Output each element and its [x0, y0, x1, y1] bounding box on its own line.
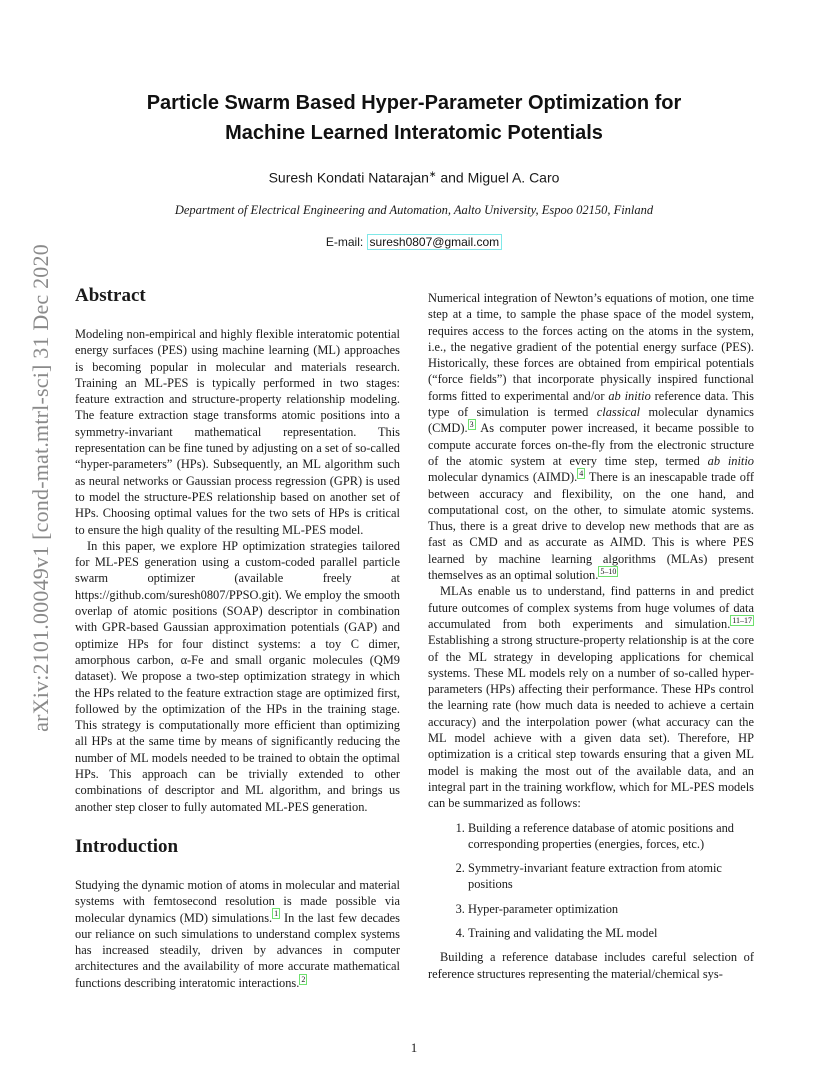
intro-text-a: Studying the dynamic motion of atoms in molecular and material systems with femtosecond resolution is made possible via molecular dynamics (MD) simulations. — [75, 877, 400, 925]
author-1: Suresh Kondati Natarajan — [268, 169, 429, 186]
right-paragraph-3: Building a reference database includes careful selection of reference structures representing the material/chemical sys- — [428, 950, 754, 981]
text-run: There is an inescapable trade off between accuracy and flexibility, on the one hand, and computational cost, on the other, to simulate atomic systems. Thus, there is a great drive to develop new methods that are as fast as CMD and as accurate as AIMD. This is where PES learned by machine learning algorithms (MLAs) present themselves as an optimal solution. — [428, 470, 754, 583]
list-item: 2. Symmetry-invariant feature extraction from atomic positions — [468, 860, 754, 893]
workflow-list — [428, 820, 754, 942]
citation-link[interactable]: 3 — [469, 420, 474, 430]
citation-link[interactable]: 4 — [579, 469, 584, 479]
text-run: molecular dynamics (CMD). — [428, 405, 754, 436]
page-number: 1 — [410, 1040, 418, 1055]
intro-text-b: In the last few decades our reliance on such simulations to understand complex systems has increased steadily, driven by advances in computer architectures and the availability of more accurate mathematical functions describing interatomic interactions. — [75, 910, 400, 990]
arxiv-stamp-text: arXiv:2101.00049v1 [cond-mat.mtrl-sci] 31 Dec 2020 — [28, 244, 53, 732]
italic-term: classical — [596, 405, 641, 420]
citation-link[interactable]: 5–10 — [600, 566, 617, 576]
intro-paragraph-1 — [75, 877, 400, 991]
italic-term: ab initio — [608, 388, 651, 403]
arxiv-stamp — [26, 238, 56, 738]
abstract-paragraph-2: In this paper, we explore HP optimization strategies tailored for ML-PES generation using a custom-coded parallel particle swarm optimizer (available freely at https://github.com/suresh0807/PPSO.git). We employ the smooth overlap of atomic positions (SOAP) descriptor in combination with GPR-based Gaussian approximation potentials (GAP) and optimize HPs for four distinct systems: a toy C dimer, amorphous carbon, α-Fe and small organic molecules (QM9 dataset). We propose a two-step optimization strategy in which the HPs related to the feature extraction stage are optimized first, followed by the optimization of the HPs in the training stage. This strategy is computationally more efficient than optimizing all HPs at the same time by means of significantly reducing the number of ML models needed to be trained to obtain the optimal HPs. This approach can be trivially extended to other combinations of descriptor and ML algorithm, and brings us another step closer to fully automated ML-PES generation. — [75, 538, 400, 814]
paper-title — [90, 88, 738, 148]
email-label: E-mail: — [325, 235, 367, 249]
affiliation: Department of Electrical Engineering and Automation, Aalto University, Espoo 02150, Finland — [174, 203, 654, 217]
text-run: Establishing a strong structure-property relationship is at the core of the ML strategy in developing applications for chemical systems. These ML models rely on a number of so-called hyper-parameters (HPs) affecting their performance. These HPs control the learning rate (how much data is needed to achieve a certain accuracy) and the interpolation power (what accuracy can the ML model achieve with a given data set). Therefore, HP optimization is a critical step towards ensuring that a given ML model is making the most out of the available data, and an integral part in the training workflow, which for ML-PES models can be summarized as follows: — [428, 633, 754, 811]
list-item: 1. Building a reference database of atomic positions and corresponding properties (energies, forces, etc.) — [468, 820, 754, 853]
email-link[interactable]: suresh0807@gmail.com — [367, 234, 503, 250]
text-run: As computer power increased, it became possible to compute accurate forces on-the-fly from the electronic structure of the atomic system at every time step, termed — [428, 421, 754, 468]
citation-link[interactable]: 11–17 — [732, 615, 752, 625]
text-run: MLAs enable us to understand, find patterns in and predict future outcomes of complex systems from huge volumes of data accumulated from both experiments and simulation. — [428, 584, 754, 631]
text-run: Numerical integration of Newton’s equations of motion, one time step at a time, to sample the phase space of the model system, requires access to the forces acting on the atoms in the system, i.e., the negative gradient of the potential energy surface (PES). Historically, these forces are obtained from empirical potentials (“force fields”) that incorporate physically inspired functional forms fitted to experimental and/or — [428, 291, 754, 403]
citation-link[interactable]: 2 — [301, 974, 306, 984]
title-line-2: Machine Learned Interatomic Potentials — [225, 122, 603, 144]
author-2: and Miguel A. Caro — [436, 169, 560, 186]
email-line — [90, 235, 738, 249]
right-paragraph-1 — [428, 290, 754, 583]
title-line-1: Particle Swarm Based Hyper-Parameter Optimization for — [146, 92, 682, 114]
list-item: 4. Training and validating the ML model — [468, 925, 754, 941]
text-run: molecular dynamics (AIMD). — [428, 470, 578, 485]
abstract-heading: Abstract — [75, 285, 146, 306]
introduction-heading: Introduction — [75, 835, 179, 857]
corresponding-mark: ∗ — [428, 169, 437, 179]
text-run: reference data. This type of simulation is termed — [428, 388, 754, 420]
abstract-paragraph-1: Modeling non-empirical and highly flexible interatomic potential energy surfaces (PES) using machine learning (ML) approaches is becoming popular in molecular and materials research. Training an ML-PES is typically performed in two stages: feature extraction and structure-property relationship modeling. The feature extraction stage transforms atomic positions into a symmetry-invariant mathematical representation. This representation can be fine tuned by adjusting on a set of so-called “hyper-parameters” (HPs). Subsequently, an ML algorithm such as neural networks or Gaussian process regression (GPR) is used to model the structure-PES relationship based on another set of HPs. Choosing optimal values for the two sets of HPs is critical to ensure the high quality of the resulting ML-PES model. — [75, 327, 400, 537]
list-item: 3. Hyper-parameter optimization — [468, 901, 754, 917]
citation-link[interactable]: 1 — [274, 909, 279, 919]
italic-term: ab initio — [707, 453, 754, 468]
right-paragraph-2 — [428, 583, 754, 811]
authors — [90, 169, 738, 186]
left-column — [75, 284, 400, 991]
right-column — [428, 290, 754, 982]
